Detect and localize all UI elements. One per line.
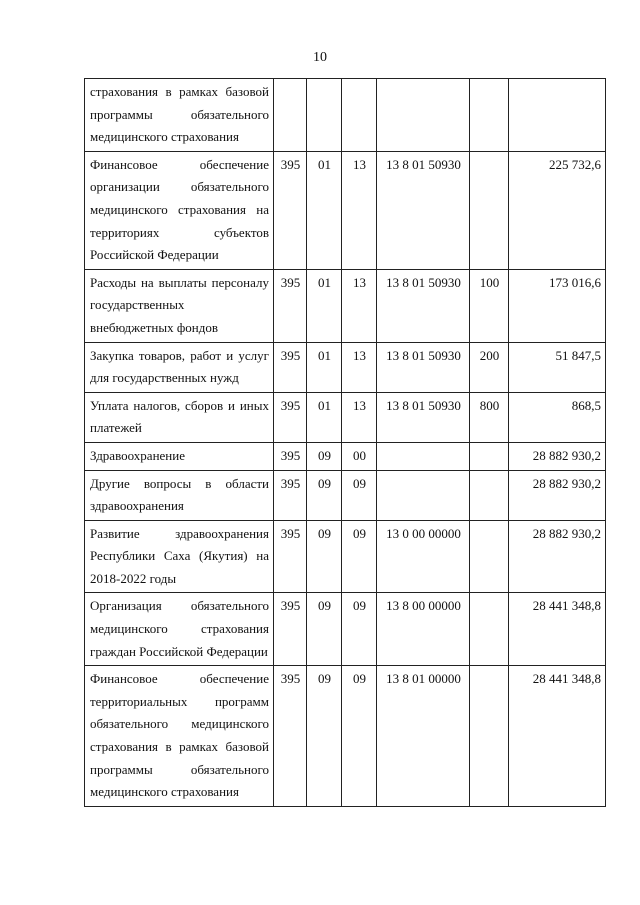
- item-name-cell: Уплата налогов, сборов и иных платежей: [85, 392, 274, 442]
- target-article-cell: [377, 442, 470, 470]
- grbs-code-cell: 395: [274, 269, 307, 342]
- expense-type-cell: [470, 666, 509, 807]
- target-article-cell: [377, 79, 470, 152]
- expense-type-cell: 200: [470, 342, 509, 392]
- subsection-code-cell: 09: [342, 593, 377, 666]
- expense-type-cell: [470, 151, 509, 269]
- subsection-code-cell: 09: [342, 470, 377, 520]
- item-name-cell: Развитие здравоохранения Республики Саха (Якутия) на 2018-2022 годы: [85, 520, 274, 593]
- grbs-code-cell: 395: [274, 442, 307, 470]
- amount-cell: 225 732,6: [509, 151, 606, 269]
- target-article-cell: 13 0 00 00000: [377, 520, 470, 593]
- table-row: [85, 666, 606, 807]
- section-code-cell: 09: [307, 666, 342, 807]
- grbs-code-cell: 395: [274, 520, 307, 593]
- expense-type-cell: [470, 79, 509, 152]
- grbs-code-cell: 395: [274, 392, 307, 442]
- grbs-code-cell: [274, 79, 307, 152]
- table-row: [85, 269, 606, 342]
- amount-cell: 51 847,5: [509, 342, 606, 392]
- grbs-code-cell: 395: [274, 342, 307, 392]
- section-code-cell: 01: [307, 151, 342, 269]
- subsection-code-cell: 13: [342, 269, 377, 342]
- expense-type-cell: [470, 470, 509, 520]
- item-name-cell: Другие вопросы в области здравоохранения: [85, 470, 274, 520]
- grbs-code-cell: 395: [274, 666, 307, 807]
- item-name-cell: Расходы на выплаты персоналу государственных внебюджетных фондов: [85, 269, 274, 342]
- expense-type-cell: [470, 442, 509, 470]
- amount-cell: 28 441 348,8: [509, 666, 606, 807]
- amount-cell: 173 016,6: [509, 269, 606, 342]
- target-article-cell: 13 8 00 00000: [377, 593, 470, 666]
- subsection-code-cell: 13: [342, 392, 377, 442]
- subsection-code-cell: [342, 79, 377, 152]
- subsection-code-cell: 00: [342, 442, 377, 470]
- table-row: [85, 520, 606, 593]
- section-code-cell: 09: [307, 520, 342, 593]
- grbs-code-cell: 395: [274, 593, 307, 666]
- subsection-code-cell: 09: [342, 520, 377, 593]
- item-name-cell: Организация обязательного медицинского страхования граждан Российской Федерации: [85, 593, 274, 666]
- target-article-cell: 13 8 01 50930: [377, 392, 470, 442]
- amount-cell: 28 882 930,2: [509, 470, 606, 520]
- item-name-cell: страхования в рамках базовой программы обязательного медицинского страхования: [85, 79, 274, 152]
- item-name-cell: Финансовое обеспечение организации обязательного медицинского страхования на территориях субъектов Российской Федерации: [85, 151, 274, 269]
- expense-type-cell: [470, 520, 509, 593]
- table-row: [85, 593, 606, 666]
- target-article-cell: 13 8 01 50930: [377, 269, 470, 342]
- target-article-cell: [377, 470, 470, 520]
- grbs-code-cell: 395: [274, 470, 307, 520]
- section-code-cell: 09: [307, 442, 342, 470]
- item-name-cell: Финансовое обеспечение территориальных программ обязательного медицинского страхования в рамках базовой программы обязательного медицинского страхования: [85, 666, 274, 807]
- amount-cell: [509, 79, 606, 152]
- section-code-cell: 01: [307, 342, 342, 392]
- section-code-cell: 01: [307, 269, 342, 342]
- table-row: [85, 342, 606, 392]
- target-article-cell: 13 8 01 50930: [377, 342, 470, 392]
- expense-type-cell: 800: [470, 392, 509, 442]
- amount-cell: 28 882 930,2: [509, 520, 606, 593]
- target-article-cell: 13 8 01 00000: [377, 666, 470, 807]
- expense-type-cell: [470, 593, 509, 666]
- amount-cell: 868,5: [509, 392, 606, 442]
- table-row: [85, 442, 606, 470]
- item-name-cell: Закупка товаров, работ и услуг для государственных нужд: [85, 342, 274, 392]
- budget-table-body: [85, 79, 606, 807]
- section-code-cell: 01: [307, 392, 342, 442]
- section-code-cell: 09: [307, 593, 342, 666]
- table-row: [85, 470, 606, 520]
- subsection-code-cell: 13: [342, 151, 377, 269]
- amount-cell: 28 882 930,2: [509, 442, 606, 470]
- table-row: [85, 151, 606, 269]
- subsection-code-cell: 13: [342, 342, 377, 392]
- amount-cell: 28 441 348,8: [509, 593, 606, 666]
- expense-type-cell: 100: [470, 269, 509, 342]
- section-code-cell: [307, 79, 342, 152]
- item-name-cell: Здравоохранение: [85, 442, 274, 470]
- grbs-code-cell: 395: [274, 151, 307, 269]
- budget-table: [84, 78, 606, 807]
- table-row: [85, 79, 606, 152]
- subsection-code-cell: 09: [342, 666, 377, 807]
- page-number: 10: [313, 50, 327, 65]
- section-code-cell: 09: [307, 470, 342, 520]
- target-article-cell: 13 8 01 50930: [377, 151, 470, 269]
- table-row: [85, 392, 606, 442]
